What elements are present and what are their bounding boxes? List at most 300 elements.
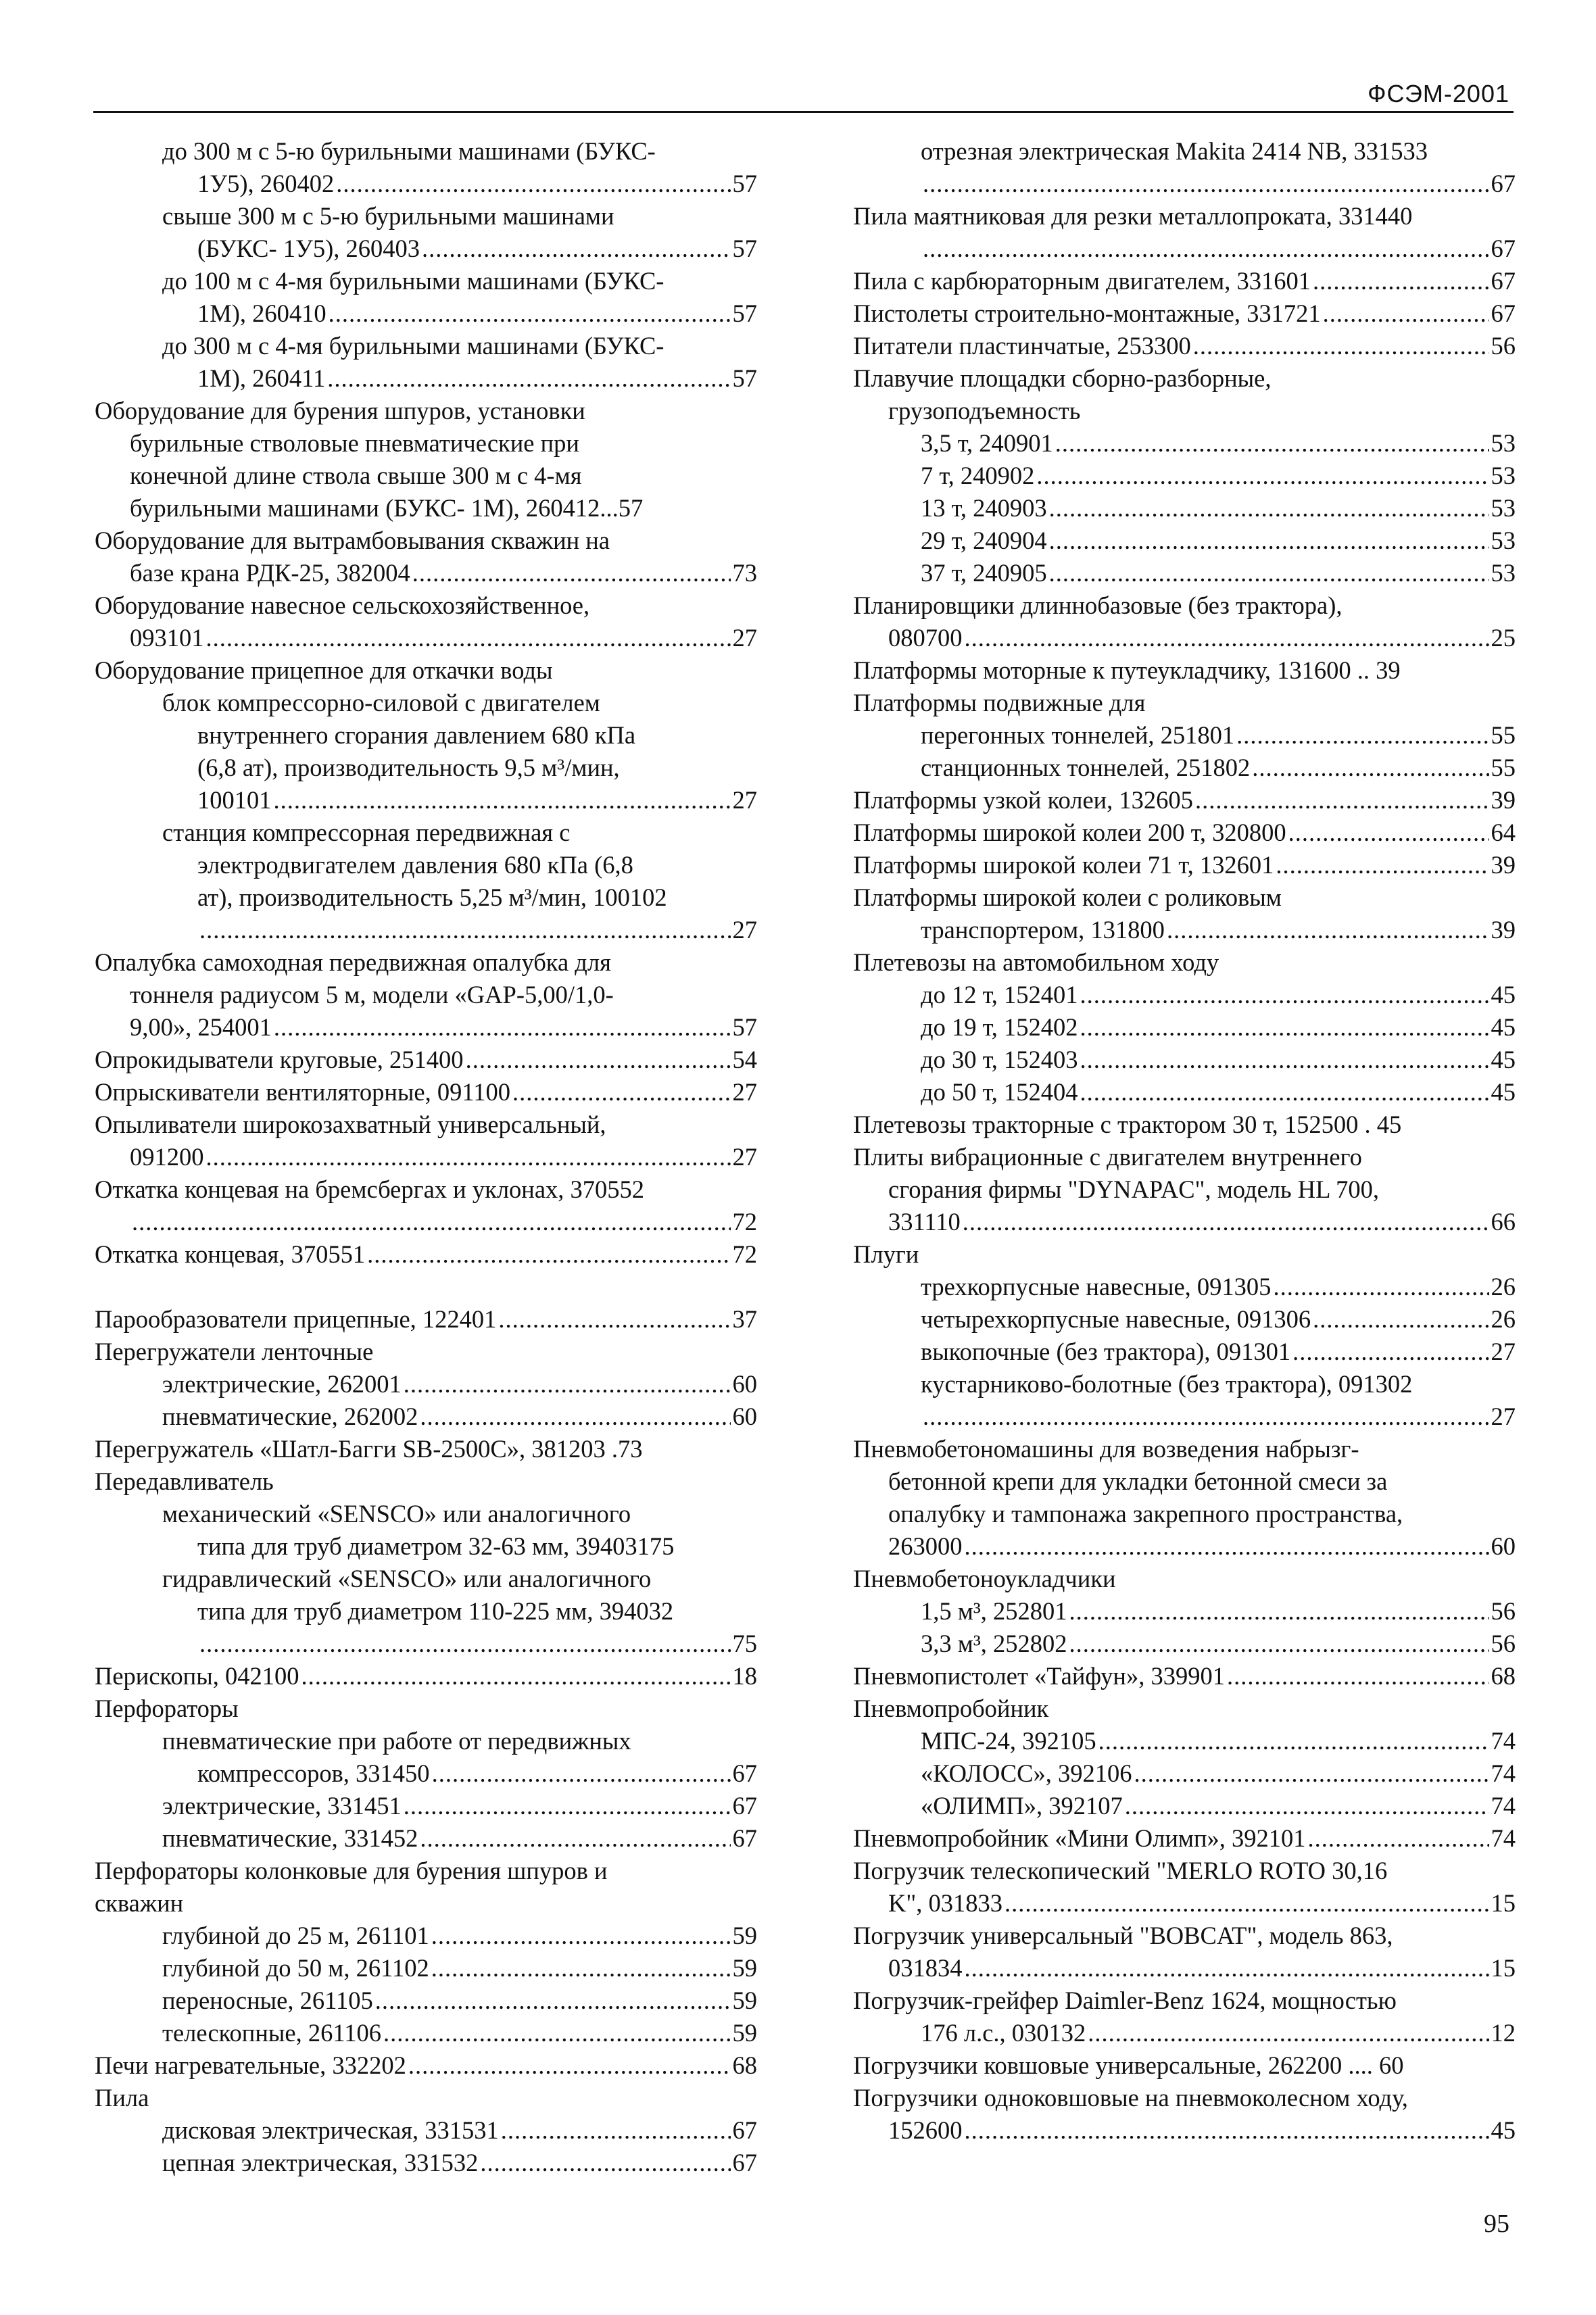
- dot-leader: [367, 1238, 730, 1271]
- dot-leader: [274, 784, 731, 817]
- entry-text: Плуги: [853, 1240, 919, 1268]
- index-entry: [853, 427, 1516, 460]
- index-entry: [95, 914, 757, 946]
- entry-page-number: 56: [1491, 332, 1516, 360]
- index-entry: [853, 1206, 1516, 1238]
- dot-leader: [375, 1984, 731, 2017]
- entry-text: 080700: [888, 624, 963, 652]
- index-entry: [95, 1692, 757, 1725]
- entry-text: Платформы широкой колеи 200 т, 320800: [853, 819, 1286, 846]
- entry-page-number: 55: [1491, 754, 1516, 781]
- entry-page-number: 27: [1491, 1403, 1516, 1430]
- dot-leader: [431, 1920, 731, 1952]
- index-entry: [95, 1238, 757, 1271]
- entry-page-number: 39: [1491, 786, 1516, 814]
- entry-text: транспортером, 131800: [921, 916, 1165, 944]
- index-entry: [95, 492, 757, 525]
- index-entry: [95, 1498, 757, 1530]
- dot-leader: [329, 297, 731, 330]
- index-entry: [95, 265, 757, 297]
- entry-page-number: 57: [732, 170, 757, 197]
- entry-page-number: 68: [1491, 1662, 1516, 1690]
- entry-page-number: 37: [732, 1305, 757, 1333]
- entry-text: до 50 т, 152404: [921, 1078, 1078, 1106]
- index-entry: [853, 1465, 1516, 1498]
- page-number: 95: [1484, 2210, 1509, 2238]
- entry-page-number: 60: [732, 1403, 757, 1430]
- entry-page-number: 53: [1491, 559, 1516, 587]
- entry-page-number: 54: [732, 1046, 757, 1073]
- entry-page-number: 60: [1491, 1532, 1516, 1560]
- index-entry: [95, 1530, 757, 1563]
- entry-text: ат), производительность 5,25 м³/мин, 100102: [197, 883, 667, 911]
- index-entry: [853, 1011, 1516, 1044]
- index-entry: [95, 849, 757, 881]
- dot-leader: [923, 233, 1489, 265]
- dot-leader: [963, 1206, 1489, 1238]
- dot-leader: [327, 362, 730, 395]
- entry-page-number: 74: [1491, 1759, 1516, 1787]
- entry-text: 1,5 м³, 252801: [921, 1597, 1067, 1625]
- index-entry: [95, 557, 757, 589]
- dot-leader: [336, 168, 730, 200]
- index-entry: [853, 719, 1516, 752]
- index-entry: [853, 589, 1516, 622]
- entry-page-number: 67: [732, 2116, 757, 2144]
- index-entry: [853, 1238, 1516, 1271]
- entry-text: Платформы узкой колеи, 132605: [853, 786, 1193, 814]
- entry-page-number: 67: [1491, 267, 1516, 295]
- index-entry: [853, 460, 1516, 492]
- index-entry: [95, 1076, 757, 1108]
- entry-page-number: 56: [1491, 1597, 1516, 1625]
- entry-text: 3,5 т, 240901: [921, 429, 1053, 457]
- entry-text: Плетевозы на автомобильном ходу: [853, 948, 1219, 976]
- index-entry: [95, 946, 757, 979]
- index-entry: [853, 1271, 1516, 1303]
- entry-text: K", 031833: [888, 1889, 1003, 1917]
- index-entry: [853, 1044, 1516, 1076]
- dot-leader: [1069, 1628, 1489, 1660]
- index-entry: [95, 1757, 757, 1790]
- index-entry: [853, 525, 1516, 557]
- entry-page-number: 57: [732, 1013, 757, 1041]
- dot-leader: [1069, 1595, 1489, 1628]
- dot-leader: [431, 1952, 731, 1984]
- dot-leader: [1134, 1757, 1489, 1790]
- index-entry: [95, 979, 757, 1011]
- entry-text: 263000: [888, 1532, 963, 1560]
- index-entry: [853, 946, 1516, 979]
- index-entry: [853, 1628, 1516, 1660]
- dot-leader: [408, 2049, 731, 2082]
- entry-text: Перегружатель «Шатл-Багги SB-2500С», 381203 .73: [95, 1435, 643, 1463]
- entry-text: электродвигателем давления 680 кПа (6,8: [197, 851, 633, 879]
- index-entry: [95, 1920, 757, 1952]
- entry-text: Погрузчик-грейфер Daimler-Benz 1624, мощностью: [853, 1987, 1397, 2014]
- entry-page-number: 67: [732, 1792, 757, 1820]
- entry-page-number: 25: [1491, 624, 1516, 652]
- entry-text: МПС-24, 392105: [921, 1727, 1096, 1755]
- entry-text: Откатка концевая на бремсбергах и уклонах, 370552: [95, 1175, 645, 1203]
- index-entry: [853, 1595, 1516, 1628]
- index-entry: [853, 1173, 1516, 1206]
- entry-text: конечной длине ствола свыше 300 м с 4-мя: [130, 462, 582, 489]
- index-entry: [95, 395, 757, 427]
- entry-page-number: 59: [732, 1954, 757, 1982]
- index-entry: [95, 330, 757, 362]
- entry-text: типа для труб диаметром 110-225 мм, 394032: [197, 1597, 674, 1625]
- index-entry: [853, 1368, 1516, 1400]
- dot-leader: [480, 2147, 730, 2179]
- index-entry: [95, 233, 757, 265]
- dot-leader: [1227, 1660, 1489, 1692]
- entry-page-number: 53: [1491, 527, 1516, 554]
- index-entry: [95, 784, 757, 817]
- dot-leader: [1005, 1887, 1489, 1920]
- entry-page-number: 26: [1491, 1273, 1516, 1300]
- entry-text: Перфораторы: [95, 1695, 239, 1722]
- index-entry: [853, 1076, 1516, 1108]
- entry-text: пневматические, 262002: [162, 1403, 418, 1430]
- entry-text: гидравлический «SENSCO» или аналогичного: [162, 1565, 652, 1592]
- index-entry: [853, 200, 1516, 233]
- entry-page-number: 59: [732, 1987, 757, 2014]
- entry-page-number: 67: [732, 1824, 757, 1852]
- header-title: ФСЭМ-2001: [1368, 80, 1509, 107]
- entry-page-number: 75: [732, 1630, 757, 1657]
- index-entry: [95, 1660, 757, 1692]
- entry-page-number: 15: [1491, 1889, 1516, 1917]
- index-entry: [95, 1465, 757, 1498]
- entry-text: выкопочные (без трактора), 091301: [921, 1338, 1291, 1365]
- entry-text: цепная электрическая, 331532: [162, 2149, 479, 2176]
- entry-text: опалубку и тампонажа закрепного пространства,: [888, 1500, 1403, 1528]
- entry-text: Перегружатели ленточные: [95, 1338, 374, 1365]
- entry-text: 13 т, 240903: [921, 494, 1047, 522]
- entry-page-number: 74: [1491, 1824, 1516, 1852]
- entry-page-number: 55: [1491, 721, 1516, 749]
- index-entry: [853, 1303, 1516, 1336]
- entry-page-number: 74: [1491, 1792, 1516, 1820]
- index-entry: [853, 1108, 1516, 1141]
- index-entry: [95, 2017, 757, 2049]
- entry-text: Опыливатели широкозахватный универсальный,: [95, 1111, 606, 1138]
- entry-page-number: 18: [732, 1662, 757, 1690]
- index-entry: [95, 1141, 757, 1173]
- entry-page-number: 53: [1491, 462, 1516, 489]
- entry-text: 331110: [888, 1208, 961, 1236]
- dot-leader: [412, 557, 731, 589]
- entry-text: 093101: [130, 624, 204, 652]
- entry-page-number: 39: [1491, 851, 1516, 879]
- index-entry: [95, 589, 757, 622]
- index-entry: [853, 362, 1516, 395]
- entry-page-number: 72: [732, 1208, 757, 1236]
- index-entry: [853, 557, 1516, 589]
- entry-page-number: 53: [1491, 494, 1516, 522]
- dot-leader: [965, 1952, 1489, 1984]
- dot-leader: [132, 1206, 731, 1238]
- index-entry: [95, 1822, 757, 1855]
- entry-text: Погрузчики ковшовые универсальные, 262200 .... 60: [853, 2051, 1404, 2079]
- dot-leader: [1055, 427, 1489, 460]
- entry-text: Платформы широкой колеи 71 т, 132601: [853, 851, 1274, 879]
- index-entry: [95, 1173, 757, 1206]
- entry-text: станционных тоннелей, 251802: [921, 754, 1251, 781]
- entry-text: типа для труб диаметром 32-63 мм, 39403175: [197, 1532, 675, 1560]
- dot-leader: [383, 2017, 731, 2049]
- entry-text: переносные, 261105: [162, 1987, 373, 2014]
- entry-text: (БУКС- 1У5), 260403: [197, 235, 420, 262]
- entry-page-number: 45: [1491, 1046, 1516, 1073]
- entry-text: Перфораторы колонковые для бурения шпуров и: [95, 1857, 608, 1884]
- entry-text: Пила маятниковая для резки металлопроката, 331440: [853, 202, 1413, 230]
- index-entry: [853, 1790, 1516, 1822]
- entry-text: перегонных тоннелей, 251801: [921, 721, 1235, 749]
- dot-leader: [206, 622, 731, 654]
- index-entry: [853, 881, 1516, 914]
- entry-text: Плетевозы тракторные с трактором 30 т, 152500 . 45: [853, 1111, 1402, 1138]
- entry-page-number: 67: [1491, 170, 1516, 197]
- index-entry: [95, 752, 757, 784]
- entry-page-number: 72: [732, 1240, 757, 1268]
- entry-text: до 12 т, 152401: [921, 981, 1078, 1008]
- dot-leader: [1313, 265, 1489, 297]
- index-column-right: [853, 135, 1516, 2147]
- entry-text: пневматические, 331452: [162, 1824, 418, 1852]
- entry-page-number: 68: [732, 2051, 757, 2079]
- entry-text: Погрузчик универсальный "BOBCAT", модель 863,: [853, 1922, 1393, 1949]
- dot-leader: [1098, 1725, 1489, 1757]
- index-entry: [853, 2017, 1516, 2049]
- index-entry: [853, 1336, 1516, 1368]
- entry-text: Пневмопистолет «Тайфун», 339901: [853, 1662, 1225, 1690]
- entry-text: Питатели пластинчатые, 253300: [853, 332, 1191, 360]
- index-entry: [95, 525, 757, 557]
- dot-leader: [1125, 1790, 1489, 1822]
- entry-text: Пила с карбюраторным двигателем, 331601: [853, 267, 1311, 295]
- entry-text: Перископы, 042100: [95, 1662, 299, 1690]
- dot-leader: [1292, 1336, 1489, 1368]
- index-entry: [853, 1757, 1516, 1790]
- entry-text: телескопные, 261106: [162, 2019, 381, 2047]
- index-column-left: [95, 135, 757, 2179]
- dot-leader: [420, 1822, 730, 1855]
- index-entry: [853, 687, 1516, 719]
- dot-leader: [1167, 914, 1489, 946]
- entry-text: Оборудование для вытрамбовывания скважин на: [95, 527, 610, 554]
- index-entry: [95, 1303, 757, 1336]
- entry-page-number: 59: [732, 1922, 757, 1949]
- entry-text: пневматические при работе от передвижных: [162, 1727, 631, 1755]
- entry-text: Пневмобетоноукладчики: [853, 1565, 1116, 1592]
- index-entry: [853, 1530, 1516, 1563]
- index-entry: [95, 1887, 757, 1920]
- dot-leader: [206, 1141, 731, 1173]
- dot-leader: [1308, 1822, 1489, 1855]
- index-entry: [853, 135, 1516, 168]
- entry-text: до 19 т, 152402: [921, 1013, 1078, 1041]
- index-entry: [95, 1400, 757, 1433]
- entry-page-number: 27: [1491, 1338, 1516, 1365]
- dot-leader: [1036, 460, 1489, 492]
- entry-text: до 100 м с 4-мя бурильными машинами (БУКС-: [162, 267, 664, 295]
- entry-text: Погрузчики одноковшовые на пневмоколесном ходу,: [853, 2084, 1408, 2112]
- entry-text: «ОЛИМП», 392107: [921, 1792, 1123, 1820]
- dot-leader: [965, 2114, 1489, 2147]
- entry-text: бурильными машинами (БУКС- 1М), 260412...57: [130, 494, 644, 522]
- entry-text: Оборудование прицепное для откачки воды: [95, 656, 553, 684]
- index-entry: [95, 2049, 757, 2082]
- index-entry: [95, 1206, 757, 1238]
- entry-text: Пила: [95, 2084, 149, 2112]
- entry-text: Передавливатель: [95, 1467, 274, 1495]
- index-entry: [853, 914, 1516, 946]
- index-entry: [853, 2082, 1516, 2114]
- entry-text: Пневмопробойник «Мини Олимп», 392101: [853, 1824, 1306, 1852]
- entry-page-number: 15: [1491, 1954, 1516, 1982]
- entry-page-number: 53: [1491, 429, 1516, 457]
- entry-page-number: 67: [732, 2149, 757, 2176]
- entry-text: до 300 м с 5-ю бурильными машинами (БУКС-: [162, 137, 656, 165]
- dot-leader: [301, 1660, 730, 1692]
- entry-page-number: 67: [1491, 299, 1516, 327]
- entry-text: «КОЛОСС», 392106: [921, 1759, 1132, 1787]
- entry-page-number: 45: [1491, 1013, 1516, 1041]
- entry-page-number: 45: [1491, 981, 1516, 1008]
- index-entry: [95, 1952, 757, 1984]
- entry-text: кустарниково-болотные (без трактора), 091302: [921, 1370, 1413, 1398]
- dot-leader: [923, 168, 1489, 200]
- index-entry: [853, 1660, 1516, 1692]
- index-entry: [853, 330, 1516, 362]
- entry-text: Опрокидыватели круговые, 251400: [95, 1046, 464, 1073]
- entry-text: Плиты вибрационные с двигателем внутреннего: [853, 1143, 1362, 1171]
- entry-text: механический «SENSCO» или аналогичного: [162, 1500, 631, 1528]
- dot-leader: [404, 1790, 731, 1822]
- entry-text: 3,3 м³, 252802: [921, 1630, 1067, 1657]
- index-entry: [853, 1498, 1516, 1530]
- entry-page-number: 12: [1491, 2019, 1516, 2047]
- entry-page-number: 67: [732, 1759, 757, 1787]
- index-entry: [853, 1952, 1516, 1984]
- index-entry: [95, 1271, 757, 1303]
- entry-page-number: 26: [1491, 1305, 1516, 1333]
- entry-text: Платформы моторные к путеукладчику, 131600 .. 39: [853, 656, 1401, 684]
- index-entry: [95, 1433, 757, 1465]
- index-entry: [95, 622, 757, 654]
- index-entry: [95, 362, 757, 395]
- entry-text: до 30 т, 152403: [921, 1046, 1078, 1073]
- index-entry: [853, 979, 1516, 1011]
- entry-text: бетонной крепи для укладки бетонной смеси за: [888, 1467, 1388, 1495]
- entry-text: базе крана РДК-25, 382004: [130, 559, 410, 587]
- index-entry: [853, 492, 1516, 525]
- dot-leader: [1080, 979, 1489, 1011]
- index-entry: [95, 1725, 757, 1757]
- index-entry: [95, 687, 757, 719]
- index-entry: [95, 1855, 757, 1887]
- entry-text: трехкорпусные навесные, 091305: [921, 1273, 1272, 1300]
- entry-page-number: 27: [732, 624, 757, 652]
- index-entry: [853, 1433, 1516, 1465]
- index-entry: [853, 297, 1516, 330]
- dot-leader: [432, 1757, 731, 1790]
- entry-text: до 300 м с 4-мя бурильными машинами (БУКС-: [162, 332, 664, 360]
- dot-leader: [1252, 752, 1489, 784]
- entry-page-number: 57: [732, 299, 757, 327]
- index-entry: [853, 1725, 1516, 1757]
- entry-text: Опалубка самоходная передвижная опалубка для: [95, 948, 611, 976]
- dot-leader: [923, 1400, 1489, 1433]
- entry-page-number: 59: [732, 2019, 757, 2047]
- dot-leader: [1273, 1271, 1489, 1303]
- entry-text: Оборудование для бурения шпуров, установки: [95, 397, 585, 424]
- entry-text: 7 т, 240902: [921, 462, 1035, 489]
- dot-leader: [498, 1303, 730, 1336]
- dot-leader: [466, 1044, 731, 1076]
- index-entry: [853, 265, 1516, 297]
- entry-text: Планировщики длиннобазовые (без трактора),: [853, 591, 1343, 619]
- dot-leader: [274, 1011, 731, 1044]
- dot-leader: [965, 622, 1489, 654]
- entry-text: свыше 300 м с 5-ю бурильными машинами: [162, 202, 614, 230]
- entry-text: 1М), 260410: [197, 299, 327, 327]
- entry-text: 091200: [130, 1143, 204, 1171]
- index-entry: [853, 654, 1516, 687]
- index-entry: [853, 622, 1516, 654]
- index-entry: [95, 297, 757, 330]
- dot-leader: [1080, 1076, 1489, 1108]
- dot-leader: [512, 1076, 730, 1108]
- entry-text: 031834: [888, 1954, 963, 1982]
- dot-leader: [1195, 784, 1489, 817]
- entry-text: электрические, 262001: [162, 1370, 402, 1398]
- index-entry: [95, 1595, 757, 1628]
- entry-page-number: 64: [1491, 819, 1516, 846]
- entry-page-number: 27: [732, 1078, 757, 1106]
- index-entry: [95, 1044, 757, 1076]
- entry-text: грузоподъемность: [888, 397, 1081, 424]
- entry-text: компрессоров, 331450: [197, 1759, 430, 1787]
- entry-text: бурильные стволовые пневматические при: [130, 429, 579, 457]
- entry-text: Платформы подвижные для: [853, 689, 1146, 716]
- entry-text: четырехкорпусные навесные, 091306: [921, 1305, 1311, 1333]
- entry-text: Откатка концевая, 370551: [95, 1240, 366, 1268]
- dot-leader: [501, 2114, 731, 2147]
- entry-text: Плавучие площадки сборно-разборные,: [853, 364, 1272, 392]
- index-entry: [853, 168, 1516, 200]
- dot-leader: [199, 914, 731, 946]
- index-entry: [853, 2049, 1516, 2082]
- entry-page-number: 27: [732, 786, 757, 814]
- entry-text: внутреннего сгорания давлением 680 кПа: [197, 721, 636, 749]
- entry-text: 1М), 260411: [197, 364, 326, 392]
- dot-leader: [1276, 849, 1489, 881]
- index-entry: [853, 233, 1516, 265]
- index-entry: [95, 1011, 757, 1044]
- entry-page-number: 66: [1491, 1208, 1516, 1236]
- entry-page-number: 27: [732, 1143, 757, 1171]
- index-entry: [853, 752, 1516, 784]
- index-entry: [95, 1790, 757, 1822]
- entry-text: 152600: [888, 2116, 963, 2144]
- index-entry: [95, 2114, 757, 2147]
- entry-text: Опрыскиватели вентиляторные, 091100: [95, 1078, 511, 1106]
- dot-leader: [965, 1530, 1489, 1563]
- entry-text: Пневмобетономашины для возведения набрызг-: [853, 1435, 1359, 1463]
